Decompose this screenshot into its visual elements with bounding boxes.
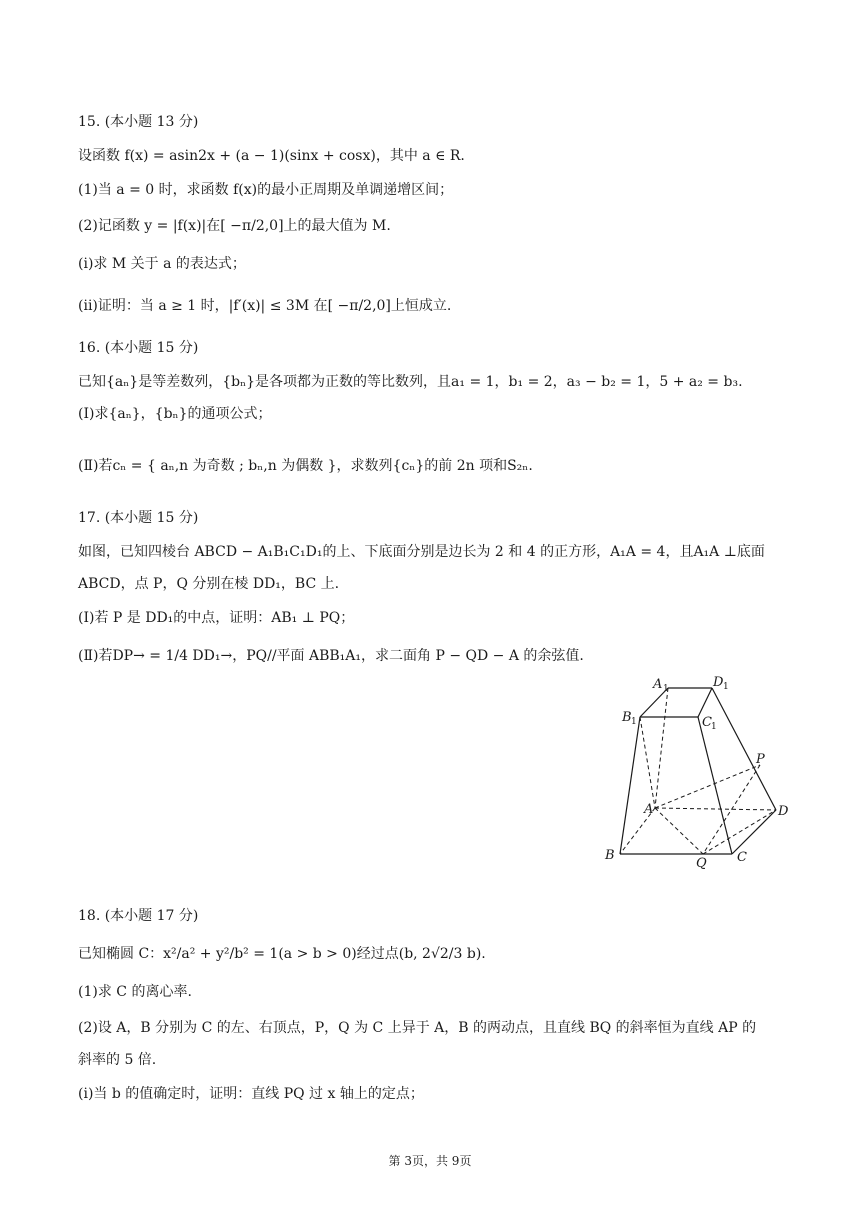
label-b1-sub: 1	[631, 717, 637, 727]
problem-17-stem-2: ABCD，点 P，Q 分别在棱 DD₁，BC 上.	[78, 576, 340, 592]
edge-d1-d	[712, 688, 776, 810]
problem-17-part-1: (Ⅰ)若 P 是 DD₁的中点，证明：AB₁ ⊥ PQ；	[78, 610, 355, 626]
edge-d1-c1	[698, 688, 712, 717]
problem-15-part-2ii: (ii)证明：当 a ≥ 1 时，|f′(x)| ≤ 3M 在[ −π/2,0]上恒成立.	[78, 298, 452, 314]
label-a1: A	[653, 677, 663, 692]
segment-a-p	[655, 765, 760, 808]
problem-18-stem: 已知椭圆 C：x²/a² + y²/b² = 1(a > b > 0)经过点(b, 2√2/3 b).	[78, 946, 486, 962]
problem-18-part-2-b: 斜率的 5 倍.	[78, 1052, 157, 1068]
problem-16-part-1: (Ⅰ)求{aₙ}，{bₙ}的通项公式；	[78, 406, 272, 422]
problem-15-header: 15. (本小题 13 分)	[78, 114, 199, 130]
frustum-figure	[600, 670, 800, 870]
problem-17-part-2: (Ⅱ)若DP→ = 1/4 DD₁→，PQ//平面 ABB₁A₁，求二面角 P − QD − A 的余弦值.	[78, 648, 584, 664]
label-d1: D	[713, 675, 724, 690]
problem-15-part-2: (2)记函数 y = |f(x)|在[ −π/2,0]上的最大值为 M.	[78, 218, 391, 234]
segment-p-q	[703, 765, 760, 854]
problem-16-part-2: (Ⅱ)若cₙ = { aₙ,n 为奇数 ; bₙ,n 为偶数 }，求数列{cₙ}的前 2n 项和S₂ₙ.	[78, 458, 533, 474]
label-b1: B	[622, 710, 632, 725]
edge-c-d	[732, 810, 776, 854]
problem-16-stem: 已知{aₙ}是等差数列，{bₙ}是各项都为正数的等比数列，且a₁ = 1，b₁ = 2，a₃ − b₂ = 1，5 + a₂ = b₃.	[78, 374, 743, 390]
problem-17-stem-1: 如图，已知四棱台 ABCD − A₁B₁C₁D₁的上、下底面分别是边长为 2 和 4 的正方形，A₁A = 4，且A₁A ⊥底面	[78, 544, 765, 560]
label-a1-sub: 1	[663, 684, 669, 694]
label-q: Q	[696, 856, 707, 870]
label-d1-sub: 1	[723, 682, 729, 692]
edge-b1-b	[620, 717, 640, 854]
label-a: A	[644, 802, 654, 817]
label-d: D	[778, 804, 789, 819]
problem-18-header: 18. (本小题 17 分)	[78, 908, 199, 924]
segment-b1-a	[640, 717, 655, 808]
problem-15-stem: 设函数 f(x) = asin2x + (a − 1)(sinx + cosx)，其中 a ∈ R.	[78, 148, 465, 164]
label-c1-sub: 1	[711, 722, 717, 732]
label-c1: C	[702, 715, 712, 730]
edge-a1-a	[655, 688, 668, 808]
problem-16-header: 16. (本小题 15 分)	[78, 340, 199, 356]
segment-a-q	[655, 808, 703, 854]
problem-15-part-2i: (i)求 M 关于 a 的表达式；	[78, 256, 246, 272]
problem-18-part-2i: (i)当 b 的值确定时，证明：直线 PQ 过 x 轴上的定点；	[78, 1086, 424, 1102]
edge-c1-c	[698, 717, 732, 854]
segment-q-d	[703, 810, 776, 854]
problem-18-part-2-a: (2)设 A，B 分别为 C 的左、右顶点，P，Q 为 C 上异于 A，B 的两动点，且直线 BQ 的斜率恒为直线 AP 的	[78, 1020, 757, 1036]
problem-15-part-1: (1)当 a = 0 时，求函数 f(x)的最小正周期及单调递增区间；	[78, 182, 454, 198]
label-c: C	[737, 850, 747, 865]
label-p: P	[756, 752, 765, 767]
label-b: B	[605, 848, 615, 863]
problem-17-header: 17. (本小题 15 分)	[78, 510, 199, 526]
page-footer: 第 3页，共 9页	[388, 1154, 472, 1168]
edge-a-d	[655, 808, 776, 810]
problem-18-part-1: (1)求 C 的离心率.	[78, 984, 192, 1000]
